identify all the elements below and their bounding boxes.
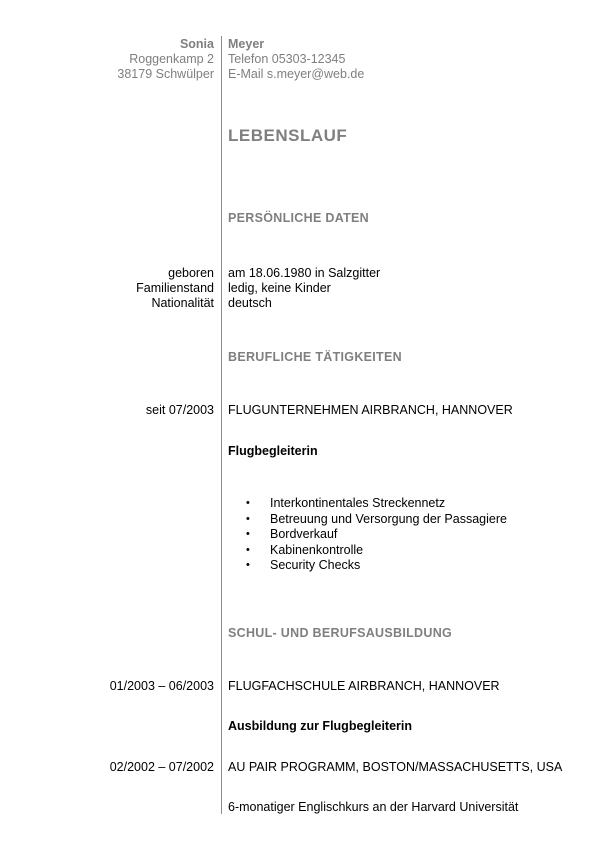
task-text: Interkontinentales Streckennetz [270, 496, 446, 510]
bullet-icon: • [246, 543, 250, 556]
bullet-icon: • [246, 512, 250, 525]
document-title: LEBENSLAUF [228, 126, 348, 145]
list-item [246, 558, 507, 574]
task-text: Betreuung und Versorgung der Passagiere [270, 511, 507, 526]
value-marital-status: ledig, keine Kinder [228, 281, 331, 295]
bullet-icon: • [246, 528, 250, 540]
label-born: geboren [168, 266, 214, 280]
city-address: 38179 Schwülper [117, 67, 214, 81]
value-born: am 18.06.1980 in Salzgitter [228, 266, 381, 280]
vertical-divider [221, 36, 222, 814]
street-address: Roggenkamp 2 [129, 52, 214, 66]
education-date-2: 02/2002 – 07/2002 [109, 760, 214, 774]
value-nationality: deutsch [228, 296, 272, 310]
email-address: E-Mail s.meyer@web.de [228, 67, 365, 81]
label-marital-status: Familienstand [136, 281, 214, 295]
first-name: Sonia [179, 37, 214, 51]
label-nationality: Nationalität [151, 296, 214, 310]
task-text: Bordverkauf [270, 527, 338, 541]
education-detail-2: 6-monatiger Englischkurs an der Harvard Universität [228, 800, 519, 814]
list-item [246, 512, 507, 528]
section-heading-education: SCHUL- UND BERUFSAUSBILDUNG [228, 626, 453, 640]
education-institution-1: FLUGFACHSCHULE AIRBRANCH, HANNOVER [228, 679, 500, 693]
bullet-icon: • [246, 559, 250, 571]
section-heading-work: BERUFLICHE TÄTIGKEITEN [228, 350, 402, 364]
work-company: FLUGUNTERNEHMEN AIRBRANCH, HANNOVER [228, 403, 513, 417]
education-institution-2: AU PAIR PROGRAMM, BOSTON/MASSACHUSETTS, USA [228, 760, 563, 774]
education-date-1: 01/2003 – 06/2003 [109, 679, 214, 693]
section-heading-personal: PERSÖNLICHE DATEN [228, 211, 369, 225]
bullet-icon: • [246, 497, 250, 509]
work-date: seit 07/2003 [145, 403, 214, 417]
list-item [246, 527, 507, 543]
task-list [246, 496, 507, 574]
last-name: Meyer [228, 37, 265, 51]
task-text: Security Checks [270, 558, 361, 572]
work-position: Flugbegleiterin [228, 444, 318, 458]
list-item [246, 496, 507, 512]
phone-number: Telefon 05303-12345 [228, 52, 346, 66]
list-item [246, 543, 507, 559]
education-detail-1: Ausbildung zur Flugbegleiterin [228, 719, 413, 733]
task-text: Kabinenkontrolle [270, 542, 364, 557]
